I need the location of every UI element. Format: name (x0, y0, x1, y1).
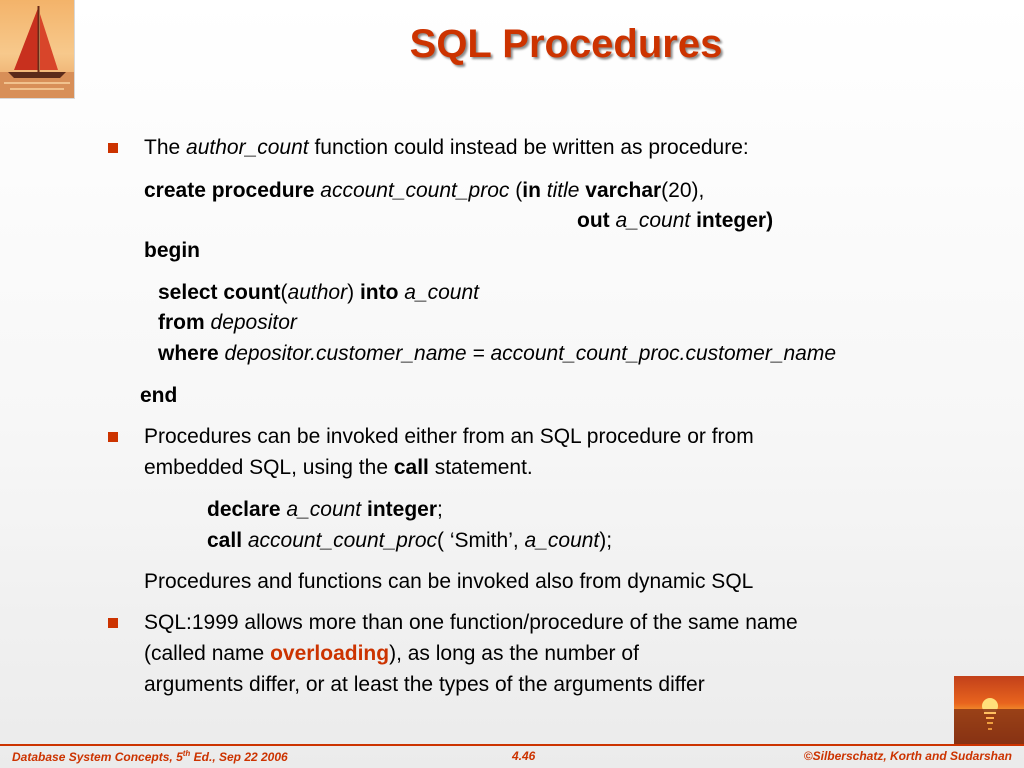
code-select: select count(author) into a_count (158, 281, 479, 304)
code-out-param: out a_count integer) (577, 209, 774, 232)
wave-decoration (998, 606, 1024, 608)
bullet-author-count: The author_count function could instead be written as procedure: (144, 136, 749, 159)
sunset-icon (954, 676, 1024, 744)
wave-decoration (1006, 612, 1024, 614)
code-declare: declare a_count integer; (207, 498, 443, 521)
bullet-invoke-line2: embedded SQL, using the call statement. (144, 456, 533, 479)
code-begin: begin (144, 239, 200, 262)
code-from: from depositor (158, 311, 297, 334)
square-bullet-icon (108, 432, 118, 442)
square-bullet-icon (108, 143, 118, 153)
footer-citation: Database System Concepts, 5th Ed., Sep 22 2006 (12, 749, 288, 764)
code-where: where depositor.customer_name = account_count_proc.customer_name (158, 342, 837, 365)
bullet-overloading-line1: SQL:1999 allows more than one function/procedure of the same name (144, 611, 798, 634)
footer-divider (0, 744, 1024, 746)
footer-copyright: ©Silberschatz, Korth and Sudarshan (803, 749, 1012, 763)
bullet-invoke-line1: Procedures can be invoked either from an SQL procedure or from (144, 425, 754, 448)
dynamic-sql-note: Procedures and functions can be invoked also from dynamic SQL (144, 570, 754, 593)
code-create-procedure: create procedure account_count_proc (in title varchar(20), (144, 179, 705, 202)
code-call: call account_count_proc( ‘Smith’, a_count); (207, 529, 613, 552)
bullet-overloading-line3: arguments differ, or at least the types of the arguments differ (144, 673, 705, 696)
square-bullet-icon (108, 618, 118, 628)
code-end: end (140, 384, 178, 407)
bullet-overloading-line2: (called name overloading), as long as the number of (144, 642, 639, 665)
slide-title: SQL Procedures (409, 22, 723, 66)
footer-page-number: 4.46 (512, 749, 536, 763)
